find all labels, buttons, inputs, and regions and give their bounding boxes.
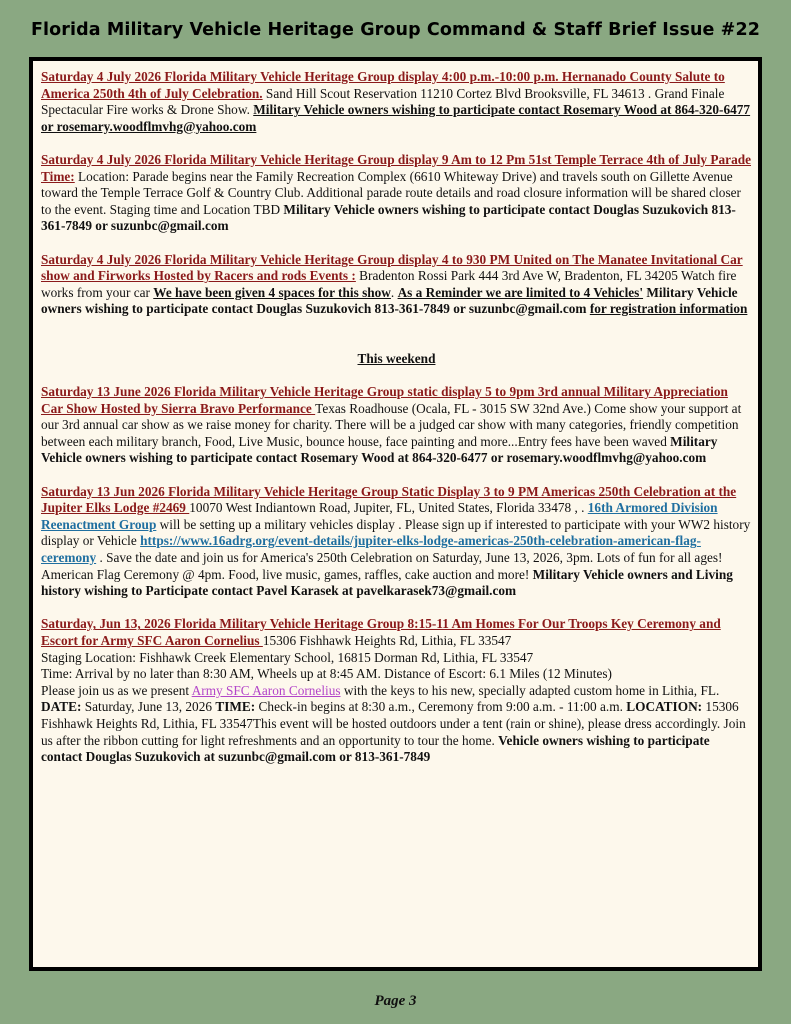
event-text: Sand Hill Scout Reservation 11210 Cortez Blvd Brooksville, FL 34613 . Grand Finale Spectacular Fire works & Drone Show. xyxy=(41,85,725,118)
event-title: Saturday 4 July 2026 Florida Military Vehicle Heritage Group display 4 to 930 PM United on The Manatee Invitational Car show and Firworks Hosted by Racers and rods Events : xyxy=(41,251,743,284)
event-contact: DATE: xyxy=(41,699,82,715)
event-text: will be setting up a military vehicles display . Please sign up if interested to participate with your WW2 history display or Vehicle xyxy=(41,516,751,549)
event-item xyxy=(41,252,752,318)
event-text: . xyxy=(390,284,398,300)
content-frame xyxy=(29,57,762,971)
event-text: with the keys to his new, specially adapted custom home in Lithia, FL. xyxy=(340,682,720,698)
event-item xyxy=(41,616,752,765)
event-item xyxy=(41,69,752,135)
section-heading-this-weekend: This weekend xyxy=(357,350,436,366)
event-item xyxy=(41,484,752,600)
page-number: Page 3 xyxy=(374,993,417,1009)
event-title: Saturday 4 July 2026 Florida Military Vehicle Heritage Group display 9 Am to 12 Pm 51st Temple Terrace 4th of July Parade Time: xyxy=(41,151,752,184)
event-contact: Military Vehicle owners wishing to participate contact Rosemary Wood at 864-320-6477 or rosemary.woodflmvhg@yahoo.com xyxy=(41,433,718,466)
event-contact: LOCATION: xyxy=(626,699,703,715)
event-link[interactable]: https://www.16adrg.org/event-details/jupiter-elks-lodge-americas-250th-celebration-american-flag-ceremony xyxy=(41,533,701,566)
event-title: Saturday 13 June 2026 Florida Military Vehicle Heritage Group static display 5 to 9pm 3rd annual Military Appreciation Car Show Hosted by Sierra Bravo Performance xyxy=(41,384,728,416)
event-link[interactable]: Army SFC Aaron Cornelius xyxy=(191,682,341,698)
event-contact: Military Vehicle owners wishing to participate contact Douglas Suzukovich 813-361-7849 or suzunbc@gmail.com xyxy=(41,284,738,317)
events-bottom-list xyxy=(41,384,752,766)
event-contact: Military Vehicle owners wishing to participate contact Rosemary Wood at 864-320-6477 or rosemary.woodflmvhg@yahoo.com xyxy=(41,102,751,134)
event-text: Texas Roadhouse (Ocala, FL - 3015 SW 32nd Ave.) Come show your support at our 3rd annual car show as we raise money for charity. There will be a judged car show with many categories, friendly competition between each military branch, Food, Live Music, bounce house, face painting and more...Entry fees have been waved xyxy=(41,400,742,449)
event-contact: We have been given 4 spaces for this show xyxy=(153,284,391,300)
event-link[interactable]: 16th Armored Division Reenactment Group xyxy=(41,500,718,532)
event-item xyxy=(41,384,752,467)
event-contact: Vehicle owners wishing to participate contact Douglas Suzukovich at suzunbc@gmail.com or 813-361-7849 xyxy=(41,732,710,765)
event-text: Saturday, June 13, 2026 xyxy=(81,699,216,715)
event-text: 10070 West Indiantown Road, Jupiter, FL, United States, Florida 33478 , . xyxy=(189,500,588,516)
event-text: Check-in begins at 8:30 a.m., Ceremony from 9:00 a.m. - 11:00 a.m. xyxy=(255,699,627,715)
event-title: Saturday 4 July 2026 Florida Military Vehicle Heritage Group display 4:00 p.m.-10:00 p.m. Hernanado County Salute to America 250th 4th of July Celebration. xyxy=(41,69,725,101)
event-item xyxy=(41,152,752,235)
event-title: Saturday, Jun 13, 2026 Florida Military Vehicle Heritage Group 8:15-11 Am Homes For Our Troops Key Ceremony and Escort for Army SFC Aaron Cornelius xyxy=(41,616,721,648)
event-contact: Military Vehicle owners wishing to participate contact Douglas Suzukovich 813-361-7849 or suzunbc@gmail.com xyxy=(41,201,736,234)
event-contact: for registration information xyxy=(589,301,748,317)
events-content xyxy=(41,69,752,782)
event-text: . Save the date and join us for America's 250th Celebration on Saturday, June 13, 2026, 3pm. Lots of fun for all ages! American Flag Ceremony @ 4pm. Food, live music, games, raffles, cake auction and more! xyxy=(41,550,723,582)
event-text: 15306 Fishhawk Heights Rd, Lithia, FL 33547This event will be hosted outdoors under a tent (rain or shine), please dress accordingly. Join us after the ribbon cutting for light refreshments and an opportunity to tour the home. xyxy=(41,699,746,748)
event-contact: TIME: xyxy=(215,699,256,715)
events-top-list xyxy=(41,69,752,318)
page-title: Florida Military Vehicle Heritage Group Command & Staff Brief Issue #22 xyxy=(31,20,760,40)
event-title: Saturday 13 Jun 2026 Florida Military Vehicle Heritage Group Static Display 3 to 9 PM Americas 250th Celebration at the Jupiter Elks Lodge #2469 xyxy=(41,483,737,516)
event-text: Bradenton Rossi Park 444 3rd Ave W, Bradenton, FL 34205 Watch fire works from your car xyxy=(41,268,737,300)
event-contact: Military Vehicle owners and Living history wishing to Participate contact Pavel Karasek at pavelkarasek73@gmail.com xyxy=(41,566,733,599)
event-text: Location: Parade begins near the Family Recreation Complex (6610 Whiteway Drive) and travels south on Gillette Avenue toward the Temple Terrace Golf & Country Club. Additional parade route details and road closure information will be shared closer to the event. Staging time and Location TBD xyxy=(41,168,741,217)
event-text: 15306 Fishhawk Heights Rd, Lithia, FL 33547 Staging Location: Fishhawk Creek Elementary School, 16815 Dorman Rd, Lithia, FL 33547 Time: Arrival by no later than 8:30 AM, Wheels up at 8:45 AM. Distance of Escort: 6.1 Miles (12 Minutes) Please join us as we present xyxy=(41,633,612,698)
event-contact: As a Reminder we are limited to 4 Vehicles' xyxy=(397,284,644,300)
